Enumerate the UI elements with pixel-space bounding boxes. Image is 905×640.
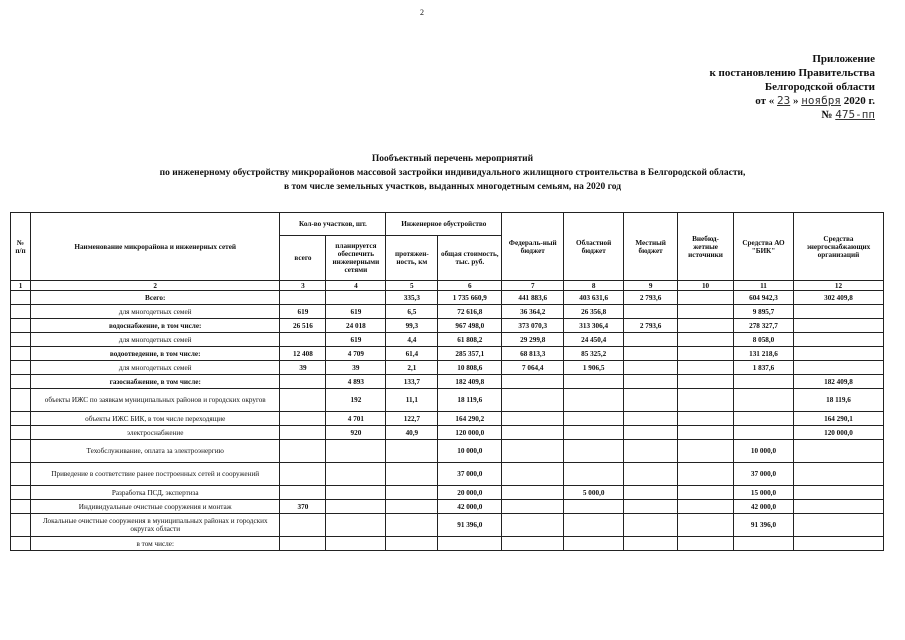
header-num: № п/п bbox=[11, 213, 31, 281]
table-cell: 9 895,7 bbox=[734, 305, 794, 319]
table-cell bbox=[386, 514, 438, 537]
table-cell bbox=[280, 375, 326, 389]
row-name-cell: Локальные очистные сооружения в муниципальных районах и городских округах области bbox=[30, 514, 280, 537]
column-number-cell: 8 bbox=[564, 281, 624, 291]
table-cell: 192 bbox=[326, 389, 386, 412]
table-cell: 1 837,6 bbox=[734, 361, 794, 375]
table-cell bbox=[624, 486, 678, 500]
table-cell bbox=[624, 463, 678, 486]
table-cell: 24 018 bbox=[326, 319, 386, 333]
table-cell bbox=[502, 514, 564, 537]
title-line1: Пообъектный перечень мероприятий bbox=[371, 154, 534, 164]
header-plots-group: Кол-во участков, шт. bbox=[280, 213, 386, 236]
row-name-cell: для многодетных семей bbox=[30, 333, 280, 347]
appendix-line2: к постановлению Правительства bbox=[709, 67, 875, 79]
table-cell: 91 396,0 bbox=[438, 514, 502, 537]
date-day: 23 bbox=[776, 94, 791, 107]
row-name-cell: Индивидуальные очистные сооружения и монтаж bbox=[30, 500, 280, 514]
table-cell bbox=[678, 347, 734, 361]
table-cell bbox=[678, 426, 734, 440]
table-cell bbox=[793, 440, 883, 463]
table-cell bbox=[678, 537, 734, 551]
table-cell: 91 396,0 bbox=[734, 514, 794, 537]
column-number-cell: 3 bbox=[280, 281, 326, 291]
table-cell bbox=[793, 500, 883, 514]
table-cell bbox=[502, 440, 564, 463]
table-cell: 20 000,0 bbox=[438, 486, 502, 500]
table-cell bbox=[326, 500, 386, 514]
table-cell: 40,9 bbox=[386, 426, 438, 440]
table-cell: 72 616,8 bbox=[438, 305, 502, 319]
table-cell: 26 516 bbox=[280, 319, 326, 333]
column-number-cell: 7 bbox=[502, 281, 564, 291]
row-name-cell: для многодетных семей bbox=[30, 305, 280, 319]
table-cell bbox=[280, 333, 326, 347]
table-row bbox=[11, 463, 884, 486]
table-cell: 920 bbox=[326, 426, 386, 440]
table-cell: 39 bbox=[326, 361, 386, 375]
table-cell bbox=[564, 440, 624, 463]
table-cell: 278 327,7 bbox=[734, 319, 794, 333]
table-cell bbox=[678, 291, 734, 305]
table-cell bbox=[502, 375, 564, 389]
table-cell: 37 000,0 bbox=[734, 463, 794, 486]
table-cell bbox=[564, 412, 624, 426]
table-cell bbox=[624, 375, 678, 389]
table-cell: 10 000,0 bbox=[734, 440, 794, 463]
table-cell: 403 631,6 bbox=[564, 291, 624, 305]
table-cell bbox=[678, 463, 734, 486]
table-cell: 5 000,0 bbox=[564, 486, 624, 500]
row-name-cell: Техобслуживание, оплата за электроэнергию bbox=[30, 440, 280, 463]
table-cell bbox=[502, 426, 564, 440]
table-cell bbox=[678, 361, 734, 375]
header-cost: общая стоимость, тыс. руб. bbox=[438, 236, 502, 281]
table-cell bbox=[564, 389, 624, 412]
table-cell bbox=[793, 463, 883, 486]
table-cell bbox=[11, 361, 31, 375]
number-prefix: № bbox=[821, 109, 833, 121]
table-cell: 4 701 bbox=[326, 412, 386, 426]
table-row bbox=[11, 537, 884, 551]
column-number-cell: 5 bbox=[386, 281, 438, 291]
table-cell bbox=[386, 537, 438, 551]
table-cell: 7 064,4 bbox=[502, 361, 564, 375]
table-row bbox=[11, 375, 884, 389]
table-cell bbox=[624, 347, 678, 361]
table-cell bbox=[11, 305, 31, 319]
table-cell bbox=[11, 291, 31, 305]
row-name-cell: водоснабжение, в том числе: bbox=[30, 319, 280, 333]
table-cell bbox=[502, 463, 564, 486]
table-cell bbox=[11, 333, 31, 347]
column-number-cell: 4 bbox=[326, 281, 386, 291]
table-cell bbox=[624, 333, 678, 347]
table-cell: 10 808,6 bbox=[438, 361, 502, 375]
table-cell: 182 409,8 bbox=[793, 375, 883, 389]
table-cell bbox=[11, 319, 31, 333]
header-energy: Средства энергоснабжающих организаций bbox=[793, 213, 883, 281]
row-name-cell: электроснабжение bbox=[30, 426, 280, 440]
table-cell: 26 356,8 bbox=[564, 305, 624, 319]
table-cell: 1 906,5 bbox=[564, 361, 624, 375]
table-row bbox=[11, 500, 884, 514]
table-row bbox=[11, 291, 884, 305]
table-cell bbox=[280, 537, 326, 551]
table-cell bbox=[502, 537, 564, 551]
table-cell bbox=[280, 426, 326, 440]
table-cell bbox=[734, 375, 794, 389]
table-cell: 285 357,1 bbox=[438, 347, 502, 361]
table-cell: 37 000,0 bbox=[438, 463, 502, 486]
page-number: 2 bbox=[420, 8, 424, 17]
table-cell: 18 119,6 bbox=[438, 389, 502, 412]
table-cell: 967 498,0 bbox=[438, 319, 502, 333]
table-cell: 604 942,3 bbox=[734, 291, 794, 305]
row-name-cell: Приведение в соответствие ранее построенных сетей и сооружений bbox=[30, 463, 280, 486]
table-cell: 61,4 bbox=[386, 347, 438, 361]
table-cell: 120 000,0 bbox=[438, 426, 502, 440]
column-number-cell: 12 bbox=[793, 281, 883, 291]
table-cell bbox=[793, 514, 883, 537]
table-cell bbox=[793, 537, 883, 551]
appendix-line1: Приложение bbox=[812, 53, 875, 65]
table-cell bbox=[438, 537, 502, 551]
table-cell bbox=[326, 440, 386, 463]
table-cell bbox=[11, 537, 31, 551]
table-cell: 2,1 bbox=[386, 361, 438, 375]
table-row bbox=[11, 347, 884, 361]
number-value: 475-пп bbox=[835, 108, 875, 121]
table-cell: 85 325,2 bbox=[564, 347, 624, 361]
table-cell: 2 793,6 bbox=[624, 319, 678, 333]
table-cell: 619 bbox=[280, 305, 326, 319]
table-cell: 99,3 bbox=[386, 319, 438, 333]
table-cell: 11,1 bbox=[386, 389, 438, 412]
measures-table bbox=[10, 212, 884, 551]
table-cell bbox=[678, 514, 734, 537]
table-cell bbox=[11, 514, 31, 537]
table-cell: 10 000,0 bbox=[438, 440, 502, 463]
table-row bbox=[11, 440, 884, 463]
table-cell bbox=[280, 291, 326, 305]
table-cell: 68 813,3 bbox=[502, 347, 564, 361]
table-cell: 133,7 bbox=[386, 375, 438, 389]
table-cell bbox=[280, 440, 326, 463]
table-cell bbox=[678, 389, 734, 412]
row-name-cell: объекты ИЖС БИК, в том числе переходящие bbox=[30, 412, 280, 426]
table-cell bbox=[564, 426, 624, 440]
table-cell bbox=[502, 500, 564, 514]
table-cell bbox=[11, 500, 31, 514]
table-row bbox=[11, 486, 884, 500]
table-cell bbox=[624, 305, 678, 319]
table-cell bbox=[678, 375, 734, 389]
header-local: Местный бюджет bbox=[624, 213, 678, 281]
table-cell bbox=[678, 500, 734, 514]
header-federal: Федераль-ный бюджет bbox=[502, 213, 564, 281]
row-name-cell: водоотведение, в том числе: bbox=[30, 347, 280, 361]
document-title bbox=[0, 152, 905, 194]
column-number-row bbox=[11, 281, 884, 291]
table-cell: 131 218,6 bbox=[734, 347, 794, 361]
table-cell bbox=[11, 412, 31, 426]
column-number-cell: 6 bbox=[438, 281, 502, 291]
table-cell bbox=[624, 537, 678, 551]
table-cell: 6,5 bbox=[386, 305, 438, 319]
table-cell bbox=[502, 486, 564, 500]
table-cell bbox=[624, 426, 678, 440]
table-cell bbox=[564, 514, 624, 537]
table-cell: 42 000,0 bbox=[734, 500, 794, 514]
table-cell: 4 709 bbox=[326, 347, 386, 361]
table-row bbox=[11, 389, 884, 412]
table-cell: 36 364,2 bbox=[502, 305, 564, 319]
table-cell bbox=[793, 361, 883, 375]
table-row bbox=[11, 514, 884, 537]
table-cell: 4 893 bbox=[326, 375, 386, 389]
row-name-cell: Разработка ПСД, экспертиза bbox=[30, 486, 280, 500]
table-cell bbox=[11, 347, 31, 361]
table-row bbox=[11, 426, 884, 440]
table-cell: 61 808,2 bbox=[438, 333, 502, 347]
table-cell bbox=[386, 463, 438, 486]
title-line2: по инженерному обустройству микрорайонов массовой застройки индивидуального жилищного строительства в Белгородской области, bbox=[159, 168, 746, 178]
table-cell: 120 000,0 bbox=[793, 426, 883, 440]
table-cell: 619 bbox=[326, 333, 386, 347]
table-cell: 29 299,8 bbox=[502, 333, 564, 347]
table-cell: 373 070,3 bbox=[502, 319, 564, 333]
row-name-cell: Всего: bbox=[30, 291, 280, 305]
table-cell: 182 409,8 bbox=[438, 375, 502, 389]
table-cell bbox=[11, 463, 31, 486]
table-cell bbox=[624, 361, 678, 375]
date-month: ноября bbox=[801, 94, 841, 107]
table-cell: 441 883,6 bbox=[502, 291, 564, 305]
table-cell bbox=[793, 333, 883, 347]
header-bik: Средства АО "БИК" bbox=[734, 213, 794, 281]
header-infra-group: Инженерное обустройство bbox=[386, 213, 502, 236]
table-cell bbox=[280, 463, 326, 486]
table-cell: 4,4 bbox=[386, 333, 438, 347]
table-cell: 164 290,1 bbox=[793, 412, 883, 426]
table-cell bbox=[624, 440, 678, 463]
table-cell bbox=[280, 486, 326, 500]
table-row bbox=[11, 412, 884, 426]
table-cell bbox=[11, 440, 31, 463]
table-cell bbox=[678, 440, 734, 463]
column-number-cell: 1 bbox=[11, 281, 31, 291]
table-cell bbox=[280, 514, 326, 537]
table-row bbox=[11, 333, 884, 347]
table-cell bbox=[734, 426, 794, 440]
table-cell bbox=[678, 319, 734, 333]
appendix-line3: Белгородской области bbox=[764, 81, 875, 93]
date-year: 2020 г. bbox=[843, 95, 875, 107]
table-cell bbox=[678, 486, 734, 500]
table-cell: 24 450,4 bbox=[564, 333, 624, 347]
date-mid: » bbox=[792, 95, 799, 107]
table-cell: 619 bbox=[326, 305, 386, 319]
table-cell bbox=[326, 486, 386, 500]
table-cell: 302 409,8 bbox=[793, 291, 883, 305]
table-cell bbox=[624, 389, 678, 412]
row-name-cell: в том числе: bbox=[30, 537, 280, 551]
table-cell: 2 793,6 bbox=[624, 291, 678, 305]
table-cell: 164 290,2 bbox=[438, 412, 502, 426]
table-cell: 335,3 bbox=[386, 291, 438, 305]
table-cell: 1 735 660,9 bbox=[438, 291, 502, 305]
table-cell bbox=[326, 514, 386, 537]
row-name-cell: газоснабжение, в том числе: bbox=[30, 375, 280, 389]
table-row bbox=[11, 305, 884, 319]
table-cell: 39 bbox=[280, 361, 326, 375]
table-cell bbox=[793, 319, 883, 333]
table-cell: 8 058,0 bbox=[734, 333, 794, 347]
table-cell bbox=[280, 389, 326, 412]
table-cell bbox=[678, 412, 734, 426]
table-cell bbox=[624, 500, 678, 514]
table-cell bbox=[11, 486, 31, 500]
table-cell bbox=[793, 305, 883, 319]
table-row bbox=[11, 361, 884, 375]
date-prefix: от « bbox=[755, 95, 775, 107]
header-regional: Областной бюджет bbox=[564, 213, 624, 281]
table-cell: 42 000,0 bbox=[438, 500, 502, 514]
table-cell bbox=[386, 486, 438, 500]
table-cell bbox=[678, 333, 734, 347]
column-number-cell: 10 bbox=[678, 281, 734, 291]
table-cell bbox=[11, 426, 31, 440]
title-line3: в том числе земельных участков, выданных многодетным семьям, на 2020 год bbox=[283, 182, 621, 192]
header-plots-total: всего bbox=[280, 236, 326, 281]
appendix-date bbox=[709, 94, 875, 108]
header-plots-planned: планируется обеспечить инженерными сетями bbox=[326, 236, 386, 281]
appendix-block bbox=[709, 52, 875, 122]
table-cell bbox=[386, 440, 438, 463]
table-cell bbox=[326, 537, 386, 551]
table-cell bbox=[734, 412, 794, 426]
table-cell bbox=[564, 375, 624, 389]
table-cell bbox=[564, 537, 624, 551]
header-extra: Внебюд-жетные источники bbox=[678, 213, 734, 281]
table-cell: 313 306,4 bbox=[564, 319, 624, 333]
table-cell bbox=[502, 412, 564, 426]
table-cell bbox=[502, 389, 564, 412]
table-cell bbox=[326, 291, 386, 305]
table-cell bbox=[326, 463, 386, 486]
table-cell: 18 119,6 bbox=[793, 389, 883, 412]
row-name-cell: для многодетных семей bbox=[30, 361, 280, 375]
table-cell bbox=[280, 412, 326, 426]
header-length: протяжен-ность, км bbox=[386, 236, 438, 281]
table-row bbox=[11, 319, 884, 333]
table-cell bbox=[734, 537, 794, 551]
table-cell bbox=[624, 514, 678, 537]
table-cell: 12 408 bbox=[280, 347, 326, 361]
table-cell bbox=[386, 500, 438, 514]
header-name: Наименование микрорайона и инженерных сетей bbox=[30, 213, 280, 281]
appendix-number bbox=[709, 108, 875, 122]
table-cell bbox=[11, 389, 31, 412]
table-cell bbox=[564, 463, 624, 486]
table-cell bbox=[678, 305, 734, 319]
column-number-cell: 11 bbox=[734, 281, 794, 291]
table-cell: 122,7 bbox=[386, 412, 438, 426]
table-cell bbox=[793, 486, 883, 500]
table-cell bbox=[793, 347, 883, 361]
table-cell: 370 bbox=[280, 500, 326, 514]
table-cell bbox=[564, 500, 624, 514]
row-name-cell: объекты ИЖС по заявкам муниципальных районов и городских округов bbox=[30, 389, 280, 412]
table-cell bbox=[734, 389, 794, 412]
table-cell: 15 000,0 bbox=[734, 486, 794, 500]
column-number-cell: 2 bbox=[30, 281, 280, 291]
table-cell bbox=[11, 375, 31, 389]
table-cell bbox=[624, 412, 678, 426]
column-number-cell: 9 bbox=[624, 281, 678, 291]
